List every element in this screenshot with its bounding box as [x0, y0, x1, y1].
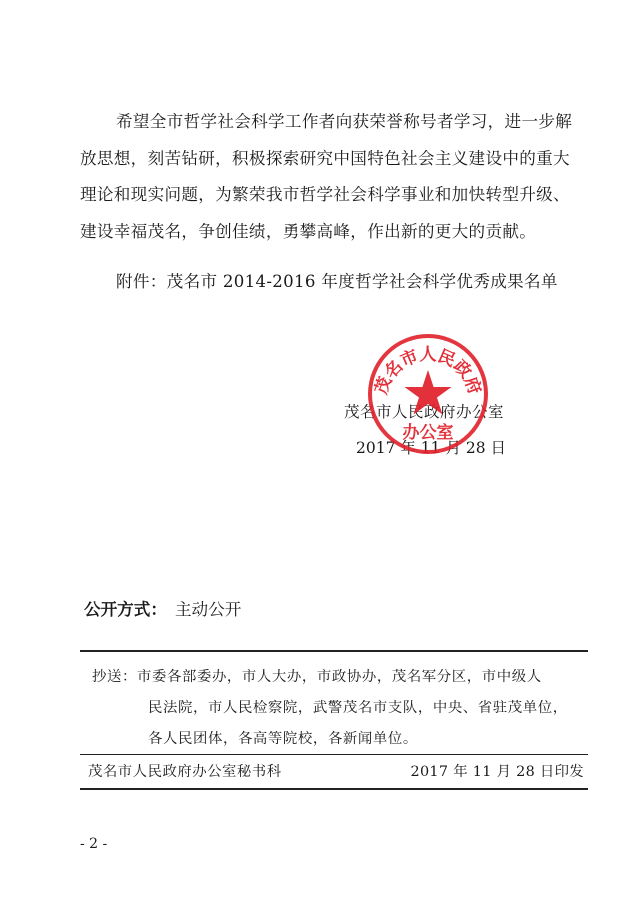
paragraph-line — [80, 104, 580, 141]
svg-text:办公室: 办公室 — [402, 423, 454, 443]
page-number: - 2 - — [80, 836, 108, 852]
attachment-line: 附件：茂名市 2014-2016 年度哲学社会科学优秀成果名单 — [116, 272, 558, 291]
svg-text:茂名市人民政府: 茂名市人民政府 — [371, 345, 485, 398]
disclosure-label: 公开方式： — [84, 600, 167, 619]
closing-paragraph — [80, 104, 580, 250]
cc-line — [92, 662, 582, 693]
cc-block — [92, 662, 582, 755]
divider-top — [80, 650, 588, 652]
paragraph-line-text: 希望全市哲学社会科学工作者向获荣誉称号者学习，进一步解 — [116, 112, 573, 131]
issuing-office: 茂名市人民政府办公室秘书科 — [88, 764, 282, 780]
divider-bottom — [80, 788, 588, 790]
cc-recipients: 市委各部委办，市人大办，市政协办，茂名军分区，市中级人 — [136, 669, 542, 685]
signing-organization: 茂名市人民政府办公室 — [344, 403, 505, 421]
cc-line: 民法院，市人民检察院，武警茂名市支队，中央、省驻茂单位， — [148, 700, 568, 716]
disclosure-value: 主动公开 — [174, 600, 242, 619]
issue-date: 2017 年 11 月 28 日印发 — [410, 764, 584, 780]
official-seal-icon — [364, 330, 492, 458]
paragraph-line: 建设幸福茂名，争创佳绩，勇攀高峰，作出新的更大的贡献。 — [80, 221, 537, 241]
cc-line: 各人民团体，各高等院校，各新闻单位。 — [148, 731, 418, 747]
divider-middle — [80, 754, 588, 755]
cc-label: 抄送： — [92, 669, 137, 685]
signing-date: 2017 年 11 月 28 日 — [356, 439, 507, 457]
paragraph-line: 理论和现实问题，为繁荣我市哲学社会科学事业和加快转型升级、 — [80, 185, 570, 204]
disclosure-method — [84, 596, 241, 620]
paragraph-line: 放思想，刻苦钻研，积极探索研究中国特色社会主义建设中的重大 — [80, 148, 570, 168]
